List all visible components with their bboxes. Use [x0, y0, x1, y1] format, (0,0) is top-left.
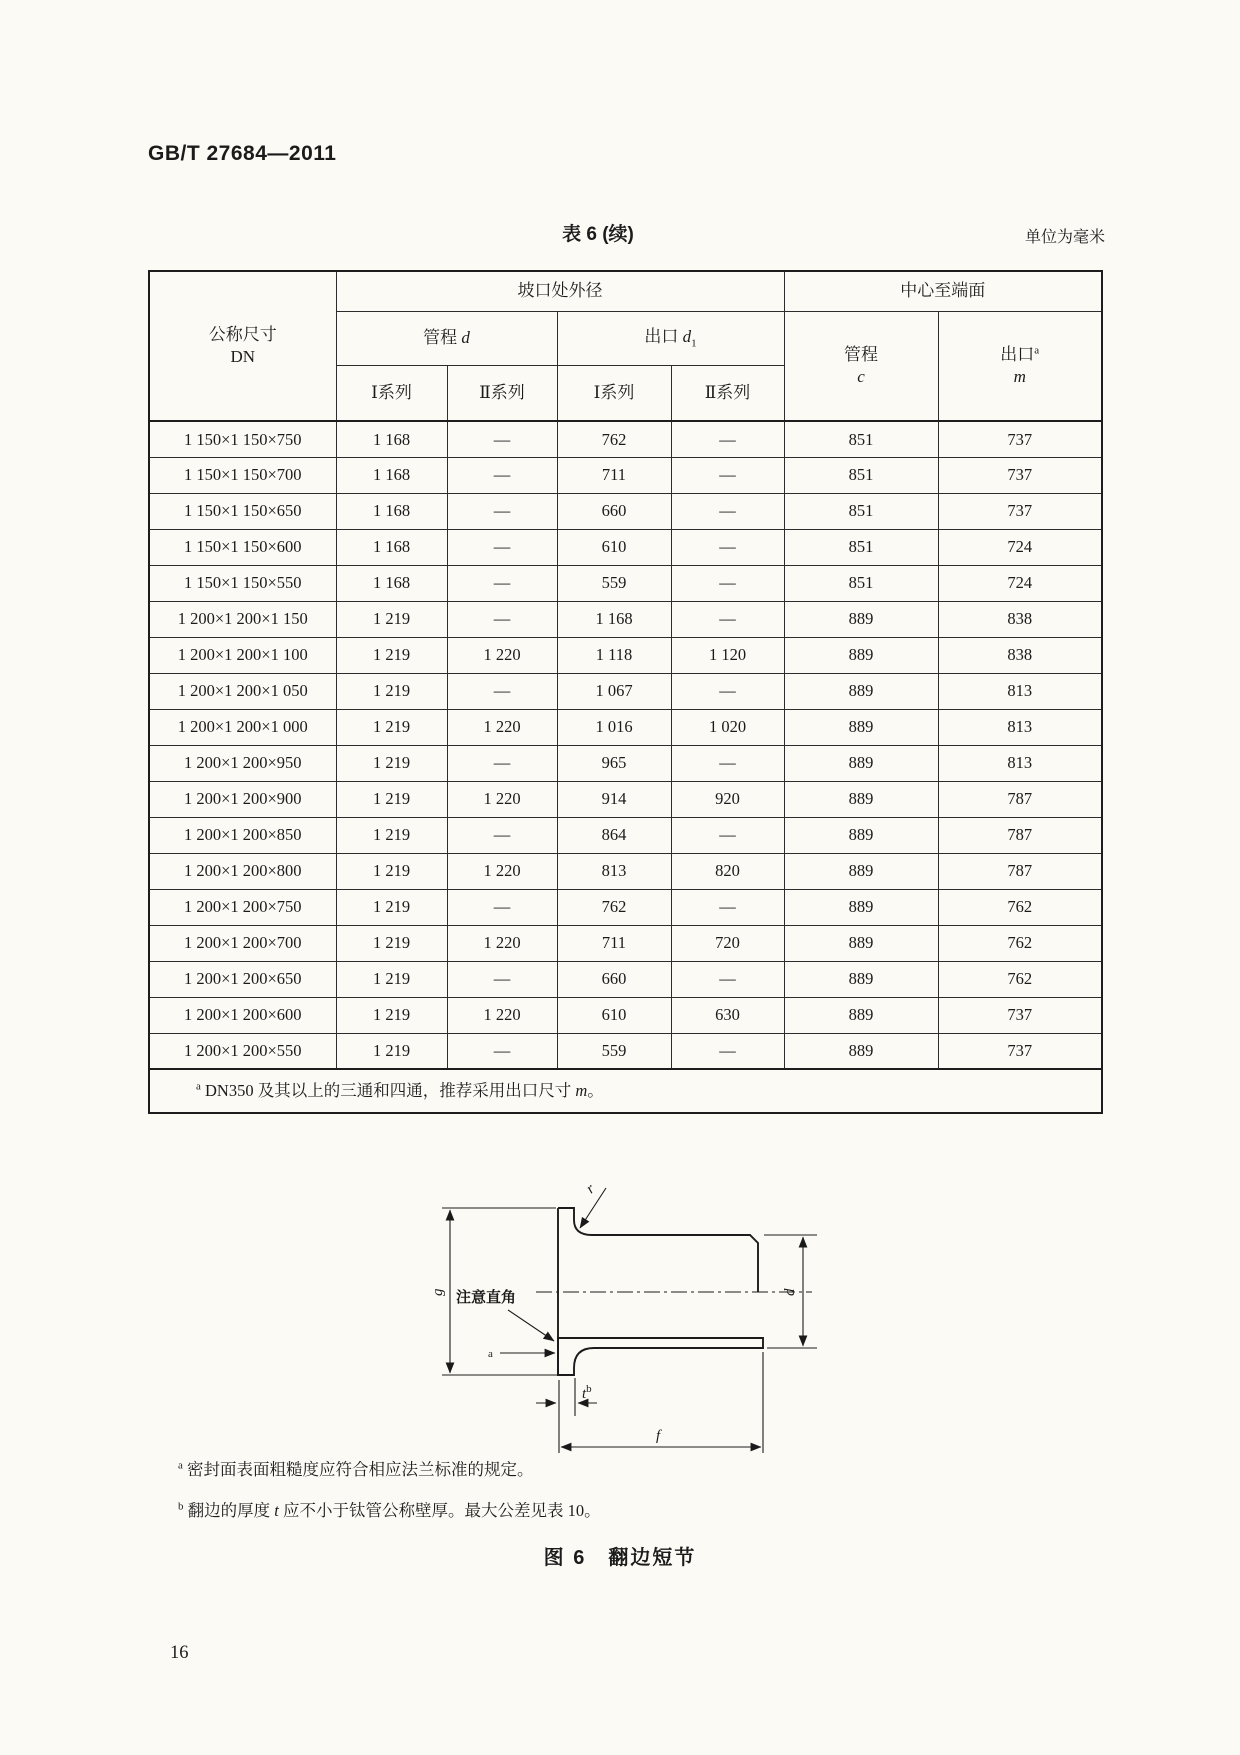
cell-tube-series2: 1 220	[447, 925, 557, 961]
note-label: 注意直角	[456, 1289, 517, 1306]
table-footnote-marker: a	[196, 1080, 201, 1093]
cell-center-outlet: 737	[938, 421, 1102, 457]
header-center-outlet-var: m	[1013, 366, 1026, 386]
figure-footnote-b-end: 应不小于钛管公称壁厚。最大公差见表 10。	[278, 1501, 601, 1520]
table-body	[149, 421, 1102, 1069]
cell-tube-series2: 1 220	[447, 781, 557, 817]
cell-tube-series1: 1 219	[336, 709, 447, 745]
cell-tube-series1: 1 219	[336, 853, 447, 889]
header-tube-var: d	[461, 327, 470, 347]
table-row	[149, 529, 1102, 565]
cell-dn: 1 200×1 200×750	[149, 889, 336, 925]
leader-a	[488, 1348, 555, 1360]
cell-dn: 1 200×1 200×950	[149, 745, 336, 781]
unit-note: 单位为毫米	[1024, 229, 1105, 246]
cell-tube-series2: 1 220	[447, 709, 557, 745]
dim-label-t: $t^b$	[582, 1383, 592, 1402]
cell-tube-series2: —	[447, 1033, 557, 1069]
cell-center-outlet: 838	[938, 601, 1102, 637]
cell-outlet-series2: —	[671, 565, 784, 601]
cell-center-tube: 889	[784, 853, 938, 889]
cell-tube-series1: 1 219	[336, 745, 447, 781]
cell-outlet-series2: —	[671, 493, 784, 529]
header-center-tube-var: c	[857, 366, 865, 386]
header-outlet-sub: 1	[691, 337, 697, 350]
cell-outlet-series1: 559	[557, 1033, 671, 1069]
cell-center-tube: 889	[784, 1033, 938, 1069]
cell-outlet-series1: 914	[557, 781, 671, 817]
cell-outlet-series2: —	[671, 421, 784, 457]
table-row	[149, 961, 1102, 997]
figure-footnote-a	[178, 1456, 534, 1480]
cell-tube-series2: —	[447, 529, 557, 565]
table-footnote	[149, 1069, 1102, 1113]
header-series-3: Ⅰ系列	[557, 365, 671, 421]
cell-tube-series1: 1 168	[336, 565, 447, 601]
cell-outlet-series2: 1 120	[671, 637, 784, 673]
cell-outlet-series1: 711	[557, 925, 671, 961]
header-dn-sub: DN	[230, 347, 256, 366]
table-footer	[149, 1069, 1102, 1113]
header-tube-label: 管程	[423, 327, 458, 347]
table-row	[149, 493, 1102, 529]
cell-tube-series2: —	[447, 601, 557, 637]
figure-footnote-b-text: 翻边的厚度	[187, 1501, 275, 1520]
cell-outlet-series1: 1 016	[557, 709, 671, 745]
header-series-4: Ⅱ系列	[671, 365, 784, 421]
header-center-outlet-sup-marker: a	[1034, 344, 1040, 356]
header-dn	[149, 271, 336, 421]
cell-center-tube: 851	[784, 529, 938, 565]
cell-outlet-series1: 559	[557, 565, 671, 601]
table-footnote-text: DN350 及其以上的三通和四通，推荐采用出口尺寸	[205, 1081, 576, 1101]
table-row	[149, 457, 1102, 493]
header-center-outlet-label: 出口	[1000, 344, 1035, 364]
header-series-1: Ⅰ系列	[336, 365, 447, 421]
cell-dn: 1 200×1 200×600	[149, 997, 336, 1033]
cell-outlet-series1: 711	[557, 457, 671, 493]
cell-outlet-series1: 660	[557, 493, 671, 529]
header-series-2: Ⅱ系列	[447, 365, 557, 421]
header-center-tube-c	[784, 311, 938, 421]
cell-dn: 1 200×1 200×650	[149, 961, 336, 997]
cell-dn: 1 200×1 200×1 150	[149, 601, 336, 637]
table-row	[149, 997, 1102, 1033]
cell-outlet-series1: 1 168	[557, 601, 671, 637]
cell-center-tube: 889	[784, 997, 938, 1033]
cell-tube-series2: —	[447, 673, 557, 709]
cell-center-tube: 889	[784, 673, 938, 709]
dimension-table	[148, 270, 1103, 1114]
table-row	[149, 889, 1102, 925]
figure-footnote-b-marker: b	[178, 1500, 184, 1513]
leader-r	[580, 1181, 606, 1228]
table-row	[149, 745, 1102, 781]
cell-center-tube: 889	[784, 637, 938, 673]
cell-tube-series1: 1 219	[336, 997, 447, 1033]
cell-center-tube: 889	[784, 745, 938, 781]
figure-caption: 图 6 翻边短节	[543, 1547, 697, 1569]
table-row	[149, 673, 1102, 709]
dim-label-f: f	[656, 1428, 661, 1444]
table-row	[149, 601, 1102, 637]
cell-center-outlet: 737	[938, 1033, 1102, 1069]
cell-dn: 1 150×1 150×600	[149, 529, 336, 565]
cell-outlet-series2: —	[671, 817, 784, 853]
cell-center-outlet: 813	[938, 673, 1102, 709]
table-row	[149, 637, 1102, 673]
cell-dn: 1 200×1 200×550	[149, 1033, 336, 1069]
cell-outlet-series1: 762	[557, 889, 671, 925]
table-row	[149, 781, 1102, 817]
cell-center-outlet: 762	[938, 961, 1102, 997]
cell-dn: 1 150×1 150×700	[149, 457, 336, 493]
cell-center-outlet: 724	[938, 565, 1102, 601]
cell-outlet-series2: —	[671, 529, 784, 565]
cell-outlet-series2: —	[671, 601, 784, 637]
cell-outlet-series2: —	[671, 889, 784, 925]
label-r: r	[583, 1181, 599, 1198]
cell-outlet-series1: 660	[557, 961, 671, 997]
table-row	[149, 817, 1102, 853]
figure-footnote-b	[178, 1497, 601, 1521]
cell-dn: 1 200×1 200×1 050	[149, 673, 336, 709]
cell-dn: 1 150×1 150×550	[149, 565, 336, 601]
cell-tube-series1: 1 219	[336, 601, 447, 637]
table-footnote-var: m	[575, 1081, 588, 1101]
cell-center-tube: 889	[784, 601, 938, 637]
cell-tube-series2: —	[447, 457, 557, 493]
cell-tube-series1: 1 219	[336, 1033, 447, 1069]
cell-dn: 1 200×1 200×1 100	[149, 637, 336, 673]
cell-tube-series1: 1 219	[336, 817, 447, 853]
header-outlet-var: d	[682, 326, 692, 346]
header-outlet-label: 出口	[644, 326, 679, 346]
cell-dn: 1 200×1 200×850	[149, 817, 336, 853]
cell-tube-series1: 1 219	[336, 637, 447, 673]
cell-center-outlet: 737	[938, 493, 1102, 529]
cell-tube-series2: —	[447, 817, 557, 853]
table-row	[149, 565, 1102, 601]
cell-tube-series1: 1 219	[336, 961, 447, 997]
cell-tube-series1: 1 168	[336, 529, 447, 565]
cell-tube-series1: 1 168	[336, 493, 447, 529]
cell-tube-series2: 1 220	[447, 853, 557, 889]
header-center-tube-label: 管程	[844, 344, 878, 364]
cell-tube-series2: —	[447, 565, 557, 601]
cell-tube-series1: 1 168	[336, 421, 447, 457]
cell-center-outlet: 737	[938, 457, 1102, 493]
cell-dn: 1 150×1 150×650	[149, 493, 336, 529]
header-row-groups	[149, 271, 1102, 311]
cell-outlet-series2: 630	[671, 997, 784, 1033]
table-row	[149, 421, 1102, 457]
cell-dn: 1 150×1 150×750	[149, 421, 336, 457]
pipe-section-hatched	[558, 1338, 763, 1375]
header-outlet-d1	[557, 311, 784, 365]
cell-center-tube: 889	[784, 925, 938, 961]
cell-outlet-series2: —	[671, 961, 784, 997]
cell-outlet-series1: 813	[557, 853, 671, 889]
cell-center-tube: 851	[784, 457, 938, 493]
cell-dn: 1 200×1 200×1 000	[149, 709, 336, 745]
cell-outlet-series1: 1 067	[557, 673, 671, 709]
cell-center-outlet: 838	[938, 637, 1102, 673]
cell-outlet-series2: 820	[671, 853, 784, 889]
cell-tube-series2: —	[447, 889, 557, 925]
cell-outlet-series2: —	[671, 745, 784, 781]
table-footnote-end: 。	[587, 1081, 604, 1101]
dim-label-d: d	[782, 1288, 798, 1296]
table-footnote-row	[149, 1069, 1102, 1113]
cell-center-outlet: 813	[938, 709, 1102, 745]
cell-tube-series2: —	[447, 493, 557, 529]
cell-outlet-series2: 720	[671, 925, 784, 961]
dimension-t	[536, 1378, 597, 1416]
note-right-angle	[456, 1288, 554, 1341]
cell-outlet-series2: —	[671, 673, 784, 709]
cell-center-outlet: 724	[938, 529, 1102, 565]
standard-number: GB/T 27684—2011	[148, 142, 337, 165]
cell-outlet-series1: 965	[557, 745, 671, 781]
cell-dn: 1 200×1 200×800	[149, 853, 336, 889]
figure-footnote-b-var: t	[274, 1501, 279, 1520]
label-a: a	[488, 1348, 493, 1360]
header-center-outlet-m	[938, 311, 1102, 421]
cell-outlet-series1: 610	[557, 997, 671, 1033]
cell-outlet-series2: 1 020	[671, 709, 784, 745]
figure-footnote-a-marker: a	[178, 1459, 183, 1472]
cell-tube-series1: 1 219	[336, 889, 447, 925]
cell-tube-series1: 1 219	[336, 925, 447, 961]
cell-center-tube: 851	[784, 493, 938, 529]
cell-center-tube: 889	[784, 781, 938, 817]
cell-center-tube: 889	[784, 709, 938, 745]
cell-tube-series2: 1 220	[447, 637, 557, 673]
cell-outlet-series2: 920	[671, 781, 784, 817]
cell-outlet-series1: 1 118	[557, 637, 671, 673]
cell-center-tube: 889	[784, 961, 938, 997]
cell-center-tube: 889	[784, 889, 938, 925]
header-tube-d	[336, 311, 557, 365]
cell-outlet-series2: —	[671, 457, 784, 493]
cell-tube-series1: 1 219	[336, 781, 447, 817]
dim-label-g: g	[430, 1288, 446, 1296]
cell-outlet-series2: —	[671, 1033, 784, 1069]
cell-dn: 1 200×1 200×900	[149, 781, 336, 817]
table-row	[149, 853, 1102, 889]
cell-center-outlet: 787	[938, 781, 1102, 817]
page-number: 16	[170, 1643, 189, 1663]
cell-center-tube: 851	[784, 421, 938, 457]
cell-tube-series2: —	[447, 745, 557, 781]
header-dn-label: 公称尺寸	[208, 324, 277, 344]
cell-tube-series2: —	[447, 421, 557, 457]
cell-tube-series2: 1 220	[447, 997, 557, 1033]
figure-footnote-a-text: 密封面表面粗糙度应符合相应法兰标准的规定。	[187, 1460, 534, 1479]
figure-technical-drawing	[420, 1170, 880, 1480]
table-row	[149, 709, 1102, 745]
cell-center-tube: 889	[784, 817, 938, 853]
header-group-bevel: 坡口处外径	[336, 271, 784, 311]
cell-center-outlet: 762	[938, 925, 1102, 961]
cell-center-outlet: 787	[938, 853, 1102, 889]
cell-outlet-series1: 762	[557, 421, 671, 457]
cell-tube-series1: 1 168	[336, 457, 447, 493]
cell-center-outlet: 787	[938, 817, 1102, 853]
cell-center-outlet: 737	[938, 997, 1102, 1033]
cell-center-outlet: 813	[938, 745, 1102, 781]
header-group-center: 中心至端面	[784, 271, 1102, 311]
cell-center-outlet: 762	[938, 889, 1102, 925]
cell-outlet-series1: 864	[557, 817, 671, 853]
table-row	[149, 925, 1102, 961]
cell-dn: 1 200×1 200×700	[149, 925, 336, 961]
cell-center-tube: 851	[784, 565, 938, 601]
cell-outlet-series1: 610	[557, 529, 671, 565]
cell-tube-series1: 1 219	[336, 673, 447, 709]
table-title: 表 6 (续)	[562, 224, 634, 245]
table-row	[149, 1033, 1102, 1069]
cell-tube-series2: —	[447, 961, 557, 997]
